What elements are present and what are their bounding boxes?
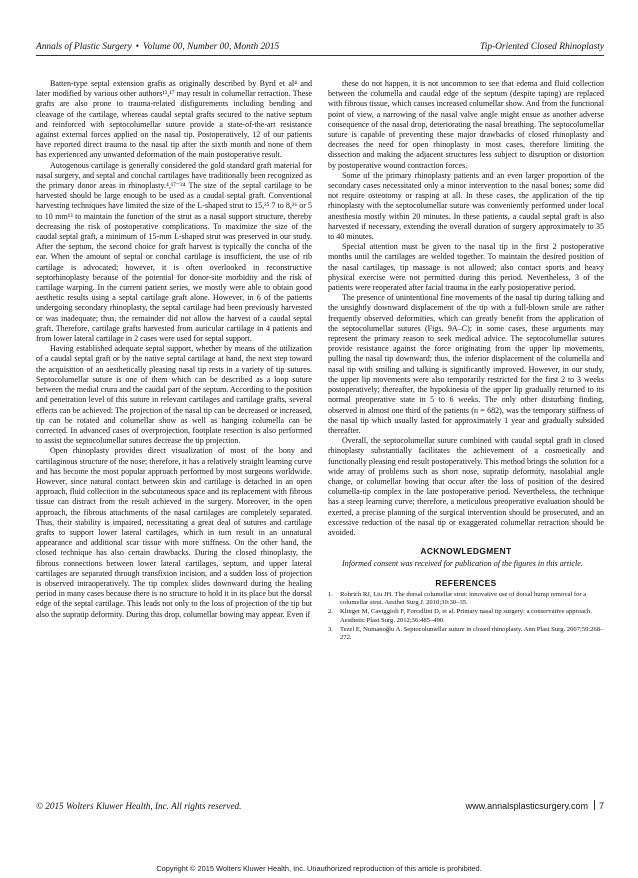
reference-item [328,626,604,643]
paragraph: Overall, the septocolumellar suture combined with caudal septal graft in closed rhinoplasty substantially facilitates the achievement of a cosmetically and functionally pleasing end result postoperatively. This method brings the solution for a wide array of problems such as short nose, supratip deformity, nasolabial angle change, or columellar bowing that occur after the loss of position of the desired columella-tip complex in the late postoperative period. Nevertheless, the technique has a steep learning curve; therefore, a meticulous preoperative evaluation should be exerted, a precise planning of the surgical intervention should be prosecuted, and an excessive reduction of the nasal tip or exaggerated columellar retraction should be avoided. [328,436,604,537]
acknowledgment-heading: ACKNOWLEDGMENT [420,546,512,557]
reference-text: Rohrich RJ, Liu JH. The dorsal columellar strut: innovative use of dorsal hump removal for a columellar strut. Aesthet Surg J. 2010;30:30–35. [340,590,587,607]
footer-right [466,800,604,811]
header-citation [36,42,279,52]
paragraph: Autogenous cartilage is generally considered the gold standard graft material for nasal surgery, and septal and conchal cartilages have traditionally been recognized as the primary donor areas in rhinoplasty.⁴,¹⁷⁻²⁴ The size of the septal cartilage to be harvested should be large enough to be used as a caudal septal graft. Conventional harvesting techniques have limited the size of the L-shaped strut to 15,²⁵ 7 to 8,²⁶ or 5 to 10 mm¹³ to maintain the function of the strut as a nasal support structure, thereby decreasing the risk of postoperative complications. To maximize the size of the caudal septal graft, a minimum of 15-mm L-shaped strut was preserved in our study. After the septum, the second choice for graft harvest is typically the concha of the ear. When the amount of septal or conchal cartilage is insufficient, the use of rib cartilage is advocated; however, it is often overlooked in reconstructive septorhinoplasty because of the potential for donor-site morbidity and the risk of cartilage warping. In the current patient series, we mostly were able to obtain good aesthetic results using a septal cartilage graft alone. However, in 6 of the patients undergoing secondary rhinoplasty, the septal cartilage had been previously harvested or was inadequate; thus, the remainder did not allow the harvest of a caudal septal graft. Therefore, cartilage grafts harvested from auricular cartilage in 4 patients and from lower lateral cartilage in 2 cases were used for septal support. [36,160,312,344]
paragraph: these do not happen, it is not uncommon to see that edema and fluid collection between the columella and caudal edge of the septum (despite taping) are replaced with fibrous tissue, which causes increased columellar show. And from the functional point of view, a narrowing of the nasal valve angle might ensue as another adverse consequence of the nasal drop, deteriorating the nasal breathing. The septocolumellar suture is capable of preventing these major drawbacks of closed rhinoplasty and decreases the need for open rhinoplasty in most cases, therefore limiting the dissection and making the adjacent structures less subject to disruption or distortion by postoperative wound contraction forces. [328,79,604,170]
reference-number: 2. [328,608,333,616]
page-separator [594,800,595,810]
copyright-notice: Copyright © 2015 Wolters Kluwer Health, Inc. Unauthorized reproduction of this article is prohibited. [156,864,482,873]
paragraph: Batten-type septal extension grafts as originally described by Byrd et al⁴ and later modified by various other authors¹³,¹⁷ may result in columellar retraction. These grafts are also prone to trauma-related disfigurements including bending and cleavage of the cartilage, whereas caudal septal grafts secured to the native septum and reinforced with septocolumellar suture provide a state-of-the-art resistance against external forces applied on the nasal tip. Postoperatively, 12 of our patients have reported direct trauma to the nasal tip after the sixth month and none of them has experienced any unwanted deformation of the main postoperative result. [36,79,312,160]
journal-name: Annals of Plastic Surgery [36,42,132,52]
paragraph: Some of the primary rhinoplasty patients and an even larger proportion of the secondary cases necessitated only a minor intervention to the nasal bones; some did not require osteotomy or rasping at all. In these cases, the application of the tip rhinoplasty with the septocolumellar suture was conveniently performed under local anesthesia mostly within 20 minutes. In these patients, a caudal septal graft is also harvested if necessary, extending the overall duration of surgery approximately to 35 to 40 minutes. [328,170,604,242]
issue-info: Volume 00, Number 00, Month 2015 [143,42,280,52]
reference-number: 1. [328,590,333,598]
footer-copyright: © 2015 Wolters Kluwer Health, Inc. All rights reserved. [36,801,242,811]
references-heading: REFERENCES [435,577,497,588]
right-column [328,79,604,792]
reference-text: Klinger M, Caviggioli F, Forcellini D, et al. Primary nasal tip surgery: a conservative approach. Aesthetic Plast Surg. 2012;36:485–490. [340,608,592,624]
left-column [36,79,312,792]
reference-item [328,591,604,608]
reference-list [328,591,604,643]
page-footer [36,800,604,814]
running-title: Tip-Oriented Closed Rhinoplasty [480,42,604,52]
reference-item [328,608,604,625]
reference-text: Tezel E, Numanoğlu A. Septocolumellar suture in closed rhinoplasty. Ann Plast Surg. 2007;59:268–272. [340,625,604,642]
reference-number: 3. [328,625,333,633]
header-rule [36,55,604,56]
paragraph: The presence of unintentional fine movements of the nasal tip during talking and the unsightly downward displacement of the tip with a full-blown smile are rather frequently observed deformities, which can greatly benefit from the application of the septocolumellar sutures (Figs. 9A–C); in some cases, these arguments may represent the primary reason to seek medical advice. The septocolumellar sutures provide resistance against the force originating from the upper lip movements, pulling the nasal tip downward; thus, the inferior displacement of the columella and nasal tip with smiling and talking is significantly improved. However, in our study, the upper lip movements were also temporarily restricted for the first 2 to 3 weeks postoperatively; thereafter, the hypokinesia of the upper lip gradually returned to its normal preoperative state in 5 to 6 weeks. The only other disturbing finding, observed in almost one third of the patients (n = 682), was the temporary stiffness of the nasal tip which usually lasted for approximately 1 year and gradually subsided thereafter. [328,293,604,435]
paragraph: Special attention must be given to the nasal tip in the first 2 postoperative months until the cartilages are welded together. To maintain the desired position of the nasal cartilages, tip massage is not allowed; also contact sports and heavy physical exercise were not permitted during this period. Nevertheless, 3 of the patients were reoperated after facial trauma in the early postoperative period. [328,242,604,293]
bullet-separator: • [135,42,140,52]
paragraph: Open rhinoplasty provides direct visualization of most of the bony and cartilaginous structure of the nose; therefore, it has a relatively straight learning curve and has become the most popular approach performed by most surgeons worldwide. However, since natural contact between skin and cartilage is detached in an open approach, fluid collection in the subcutaneous space and its replacement with fibrous tissue can distract from the result achieved in the surgery. Moreover, in the open approach, the fibrous attachments of the nasal cartilages are completely separated. Thus, their stability is impaired, necessitating a great deal of sutures and cartilage grafts to support lower lateral cartilages, which in turn result in an unnatural appearance and additional scar tissue with more stiffness. On the other hand, the closed technique has also certain drawbacks. During the closed rhinoplasty, the fibrous connections between lower lateral cartilages, septum, and upper lateral cartilages are separated through transfixion incision, and a sudden loss of projection is observed intraoperatively. The tip complex slides downward during the healing period in many cases because there is no structure to hold it in its place but the dorsal edge of the septal cartilage. This leads not only to the loss of projection of the tip but also the supratip deformity. During this drop, columellar bowing may appear. Even if [36,446,312,619]
acknowledgment-text: Informed consent was received for publication of the figures in this article. [342,559,583,569]
running-header [36,40,604,56]
journal-website: www.annalsplasticsurgery.com [465,801,588,811]
page-number: 7 [598,801,604,811]
paragraph: Having established adequate septal support, whether by means of the utilization of a caudal septal graft or by the native septal cartilage at hand, the next step toward the acquisition of an aesthetically pleasing nasal tip rests in a variety of tip sutures. Septocolumellar suture is one of them which can be described as a loop suture between the medial crura and the caudal part of the septum. According to the position and penetration level of this suture in relevant cartilages and cartilage grafts, several effects can be achieved: The projection of the nasal tip can be decreased or increased, tip can be rotated and columellar show as well as hanging columella can be corrected. In advanced cases of overprojection, footplate resection is also performed to assist the septocolumellar sutures decrease the tip projection. [36,344,312,446]
